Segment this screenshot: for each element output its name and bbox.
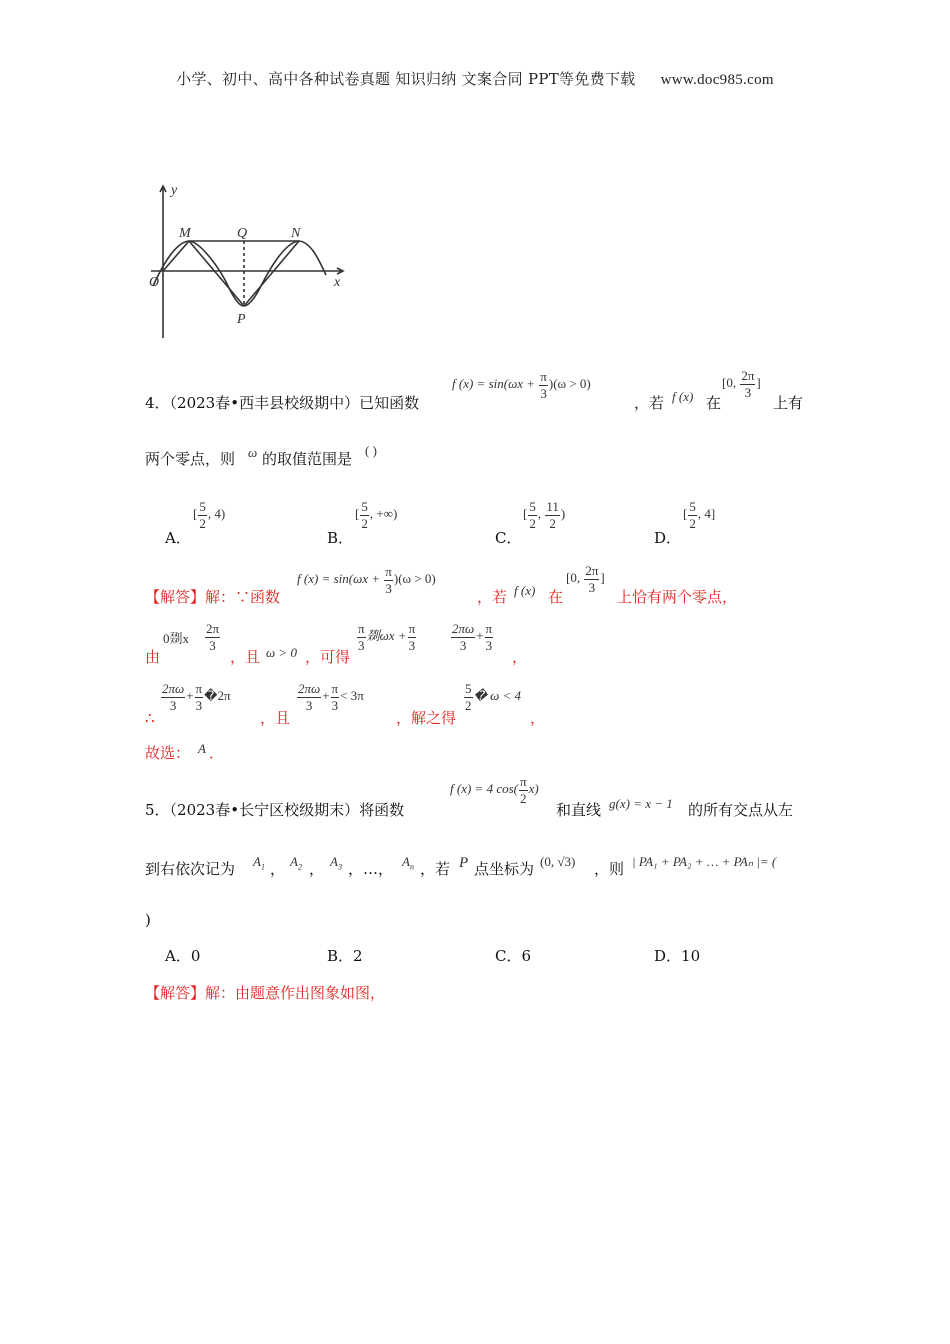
q4-line2: 两个零点，则 bbox=[145, 450, 236, 468]
q5-option-b: B．2 bbox=[327, 947, 363, 965]
sine-curve bbox=[153, 241, 326, 306]
q5-tail: 的所有交点从左 bbox=[688, 801, 794, 819]
q4-function: f (x) = sin(ωx + $\frac{\pi}{3}$ )(ω > 0) bbox=[452, 369, 591, 401]
q5-option-a: A．0 bbox=[165, 947, 201, 965]
q5-and-line: 和直线 bbox=[556, 801, 602, 819]
label-p: P bbox=[237, 312, 246, 327]
q5-a2: $A_2$ bbox=[290, 854, 302, 872]
a4-interval: [0, $\frac{2\pi}{3}$ ] bbox=[566, 563, 605, 595]
a4-qie: ，且 bbox=[230, 648, 261, 666]
sine-graph-figure bbox=[143, 180, 353, 340]
a4-head: 【解答】解：∵函数 bbox=[145, 588, 281, 606]
a4-ineq-2pi: $\frac{2\pi\omega}{3}$ + $\frac{\pi}{3}$ �2π bbox=[162, 681, 231, 713]
a4-comma: ， bbox=[512, 648, 528, 666]
q5-option-d: D．10 bbox=[654, 947, 701, 965]
a4-two-pi-over-3: $\frac{2\pi}{3}$ bbox=[206, 621, 220, 653]
q4-option-d: [ $\frac{5}{2}$ , 4] bbox=[683, 499, 716, 531]
a4-omega-positive: ω > 0 bbox=[266, 645, 297, 660]
q5-p: P bbox=[459, 855, 469, 871]
q4-zai: 在 bbox=[706, 394, 722, 412]
q5-option-c: C．6 bbox=[495, 947, 532, 965]
q5-function-f: f (x) = 4 cos( $\frac{\pi}{2}$ x) bbox=[450, 774, 539, 806]
q4-interval: [0, $\frac{2\pi}{3}$ ] bbox=[722, 368, 761, 400]
q4-option-d-label: D． bbox=[654, 529, 682, 547]
a4-ineq-left: $\frac{\pi}{3}$ 剟ωx + $\frac{\pi}{3}$ bbox=[358, 621, 416, 653]
a4-therefore: ∴ bbox=[145, 709, 155, 727]
q5-coord-text: 点坐标为 bbox=[474, 860, 535, 878]
q4-option-b: [ $\frac{5}{2}$ , +∞) bbox=[355, 499, 398, 531]
q4-option-b-label: B． bbox=[327, 529, 354, 547]
a4-result: $\frac{5}{2}$ � ω < 4 bbox=[465, 681, 522, 713]
a4-fx: f (x) bbox=[514, 583, 536, 598]
a4-ineq-3pi: $\frac{2\pi\omega}{3}$ + $\frac{\pi}{3}$ < 3π bbox=[298, 681, 364, 713]
label-n: N bbox=[291, 226, 301, 241]
q5-coord: (0, √3) bbox=[540, 854, 576, 869]
q5-a3: $A_3$ bbox=[330, 854, 342, 872]
q4-omega: ω bbox=[248, 445, 258, 460]
a4-answer: A bbox=[198, 741, 206, 756]
a4-gu: 故选： bbox=[145, 744, 191, 762]
label-y: y bbox=[171, 183, 178, 198]
a4-you: 由 bbox=[145, 648, 161, 666]
line-mp bbox=[189, 241, 244, 306]
a4-zai: 在 bbox=[548, 588, 564, 606]
a4-period: ． bbox=[209, 744, 225, 762]
a4-kede: ，可得 bbox=[305, 648, 351, 666]
a4-range-x: 0剟x bbox=[163, 631, 190, 646]
label-o: O bbox=[149, 275, 160, 290]
q4-option-c: [ $\frac{5}{2}$ , $\frac{11}{2}$ ) bbox=[523, 499, 566, 531]
q5-ruo: ，若 bbox=[420, 860, 451, 878]
page-header bbox=[0, 68, 950, 89]
q4-ruo: ，若 bbox=[634, 394, 665, 412]
header-text: 小学、初中、高中各种试卷真题 知识归纳 文案合同 PPT等免费下载 bbox=[176, 70, 636, 88]
q4-option-c-label: C． bbox=[495, 529, 522, 547]
label-q: Q bbox=[237, 226, 248, 241]
q5-ze: ，则 bbox=[594, 860, 625, 878]
a5-text: 【解答】解：由题意作出图象如图， bbox=[145, 984, 386, 1002]
q4-stem: 4．（2023春•西丰县校级期中）已知函数 bbox=[145, 394, 420, 412]
line-pn bbox=[244, 241, 299, 306]
q5-an: $A_n$ bbox=[402, 854, 414, 872]
label-x: x bbox=[334, 275, 341, 290]
q5-close-paren: ) bbox=[145, 911, 151, 929]
q4-fx: f (x) bbox=[672, 389, 694, 404]
q5-function-g: g(x) = x − 1 bbox=[609, 796, 673, 811]
q5-line2: 到右依次记为 bbox=[145, 860, 236, 878]
a4-ineq-right: $\frac{2\pi\omega}{3}$ + $\frac{\pi}{3}$ bbox=[452, 621, 493, 653]
q4-option-a: [ $\frac{5}{2}$ , 4) bbox=[193, 499, 226, 531]
a4-function: f (x) = sin(ωx + $\frac{\pi}{3}$ )(ω > 0) bbox=[297, 564, 436, 596]
a4-jie: ，解之得 bbox=[396, 709, 457, 727]
label-m: M bbox=[179, 226, 191, 241]
q4-option-a-label: A． bbox=[165, 529, 191, 547]
line-om bbox=[163, 241, 189, 271]
q5-sum-expression: | PA₁ + PA₂ + … + PAₙ |= ( bbox=[632, 854, 777, 869]
q4-tail: 上有 bbox=[773, 394, 804, 412]
a4-tail: 上恰有两个零点， bbox=[617, 588, 738, 606]
q4-line2-tail: 的取值范围是 bbox=[262, 450, 353, 468]
q4-answer-paren: ( ) bbox=[365, 443, 377, 458]
q5-a1: $A_1$ bbox=[253, 854, 265, 872]
a4-comma2: ， bbox=[530, 709, 546, 727]
header-site: www.doc985.com bbox=[660, 72, 774, 88]
a4-qie2: ，且 bbox=[260, 709, 291, 727]
q5-dots: ，…， bbox=[348, 860, 394, 878]
q5-stem: 5．（2023春•长宁区校级期末）将函数 bbox=[145, 801, 405, 819]
a4-ruo: ，若 bbox=[477, 588, 508, 606]
